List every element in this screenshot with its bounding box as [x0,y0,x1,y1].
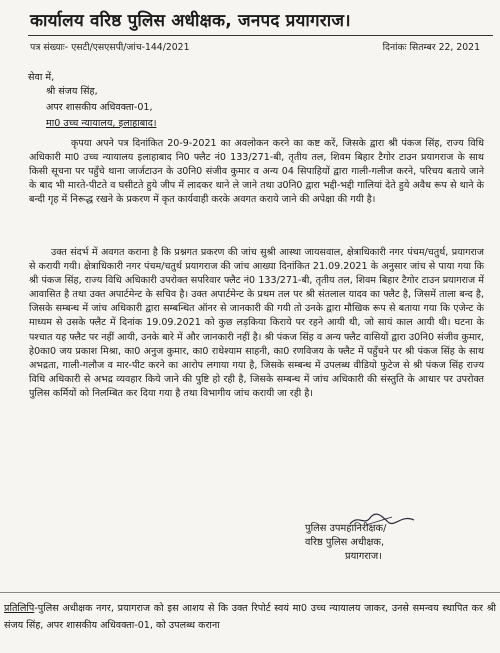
recipient-name: श्री संजय सिंह, [46,86,98,97]
copy-divider [0,592,500,593]
signature-designation-2: वरिष्ठ पुलिस अधीक्षक, [305,537,385,548]
signature-place: प्रयागराज। [345,551,382,562]
copy-text: -पुलिस अधीक्षक नगर, प्रयागराज को इस आशय से कि उक्त रिपोर्ट स्वयं मा0 उच्च न्यायालय जाकर, उनसे समन्वय स्थापित कर श्री संजय सिंह, अपर शासकीय अधिवक्ता-01, को उपलब्ध कराना [4,603,496,631]
body-paragraph-1: कृपया अपने पत्र दिनांकित 20-9-2021 का अवलोकन करने का कष्ट करें, जिसके द्वारा श्री पंकज सिंह, राज्य विधि अधिकारी मा0 उच्च न्यायालय इलाहाबाद नि0 फ्लैट नं0 133/271-बी, तृतीय तल, शिवम बिहार टैगोर टाउन प्रयागराज के साथ किसी सूचना पर पहुँचे थाना जार्जटाउन के उ0नि0 संजीव कुमार व अन्य 04 सिपाहियों द्वारा गाली-गलीज करने, परिचय बताये जाने के बाद भी मारते-पीटते व घसीटते हुये जीप में लादकर थाने ले जाने तथा उ0नि0 द्वारा भद्दी-भद्दी गालियां देते हुये अवैध रूप से थाने के बन्दी गृह में निरूद्ध रखने के प्रकरण में कृत कार्यवाही करके अवगत कराये जाने की अपेक्षा की गयी है। [29,138,484,206]
header-divider [28,35,493,36]
copy-label: प्रतिलिपि [4,603,35,614]
reference-number: पत्र संख्याः- एसटी/एसएसपी/जांच-144/2021 [30,42,190,53]
recipient-court: मा0 उच्च न्यायालय, इलाहाबाद। [46,118,157,129]
signature-block [305,522,386,564]
signature-designation-1: पुलिस उपमहानिरीक्षक/ [305,523,387,534]
copy-to-section [4,600,496,634]
letter-date: दिनांकः सितम्बर 22, 2021 [382,42,480,53]
salutation: सेवा में, [28,72,55,83]
letter-header: कार्यालय वरिष्ठ पुलिस अधीक्षक, जनपद प्रयागराज। [30,11,351,31]
recipient-designation: अपर शासकीय अधिवक्ता-01, [46,102,153,113]
body-paragraph-2: उक्त संदर्भ में अवगत कराना है कि प्रश्नगत प्रकरण की जांच सुश्री आस्था जायसवाल, क्षेत्राधिकारी नगर पंचम/चतुर्थ, प्रयागराज से करायी गयी। क्षेत्राधिकारी नगर पंचम/चतुर्थ प्रयागराज की जांच आख्या दिनांकित 21.09.2021 के अनुसार जांच से पाया गया कि श्री पंकज सिंह, राज्य विधि अधिकारी उपरोक्त सपरिवार फ्लैट नं0 133/271-बी, तृतीय तल, शिवम बिहार टैगोर टाउन प्रयागराज में आवासित है तथा उक्त अपार्टमेन्ट के सचिव है। उक्त अपार्टमेन्ट के प्रथम तल पर श्री संतलाल यादव का फ्लैट है, जिसमें ताला बन्द है, जिसके सम्बन्ध में जांच अधिकारी द्वारा सम्बन्धित ऑनर से जानकारी की गयी तो उनके द्वारा मौखिक रूप से बताया गया कि एजेन्ट के माध्यम से उसके फ्लैट में दिनांक 19.09.2021 को कुछ लड़किया किराये पर रहने आयी थी, जो सायं काल आयी थी। घटना के पश्चात यह फ्लैट पर नहीं आयी, उनके बारे में और जानकारी नहीं है। श्री पंकज सिंह व अन्य फ्लैट वासियों द्वारा उ0नि0 संजीव कुमार, हे0का0 जय प्रकाश मिश्रा, का0 अनुज कुमार, का0 राधेश्याम साहनी, का0 रणविजय के फ्लैट में पहुँचने पर श्री पंकज सिंह के साथ अभद्रता, गाली-गलौज व मार-पीट करने का आरोप लगाया गया है, जिसके सम्बन्ध में उपलब्ध वीडियो फुटेज से श्री पंकज सिंह राज्य विधि अधिकारी से अभद्र व्यवहार किये जाने की पुष्टि हो रही है, जिसके सम्बन्ध में जांच अधिकारी की संस्तुति के आधार पर उपरोक्त पुलिस कर्मियों को निलम्बित कर दिया गया है तथा विभागीय जांच करायी जा रही है। [29,247,484,399]
